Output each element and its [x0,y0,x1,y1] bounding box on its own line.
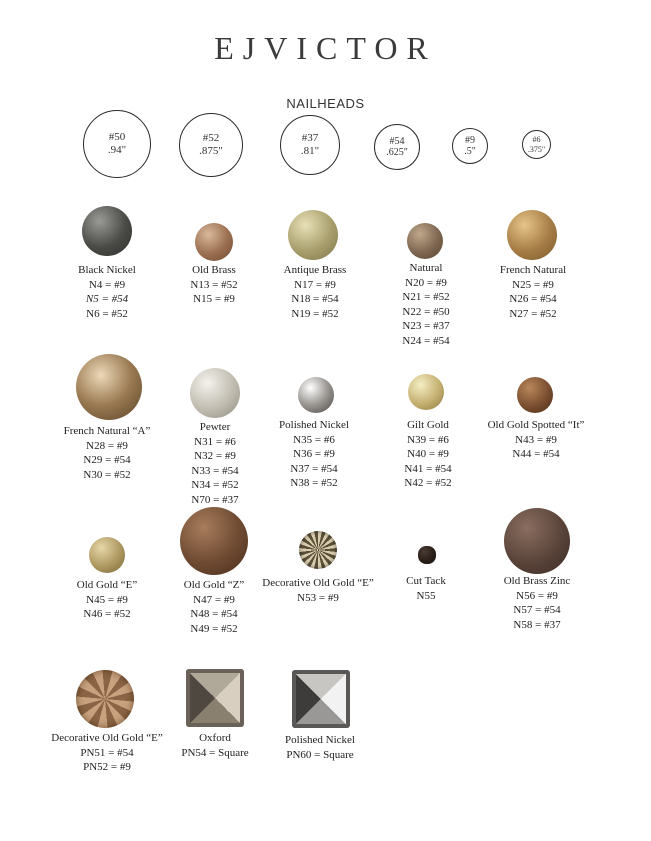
size-number: #37 [301,132,319,145]
finish-code: N55 [416,589,436,602]
polished-nickel-square-nailhead [292,670,350,728]
finish-name: Old Gold “E” [76,579,138,591]
finish-code: N38 = #52 [290,477,338,489]
gilt-gold-nailhead [408,374,444,410]
finish-code: N30 = #52 [83,468,131,481]
finish-name: Gilt Gold [407,419,449,431]
finish-polished-nickel-square [260,733,380,762]
finish-name: Old Brass [192,264,236,276]
finish-code: N48 = #54 [190,608,238,620]
finish-code: N24 = #54 [402,334,450,347]
size-circle-37 [280,115,340,175]
finish-code: N36 = #9 [293,448,335,460]
finish-name: Old Brass Zinc [503,575,571,587]
finish-old-gold-spotted [475,418,597,462]
finish-name: Decorative Old Gold “E” [51,732,163,744]
finish-name: Polished Nickel [285,734,355,746]
finish-code: N32 = #9 [194,450,236,462]
polished-nickel-nailhead [298,377,334,413]
finish-code: N20 = #9 [405,276,447,289]
finish-code: N28 = #9 [86,439,128,452]
finish-cut-tack [366,574,486,603]
old-gold-e-nailhead [89,537,125,573]
french-natural-nailhead [507,210,557,260]
finish-code: N35 = #6 [293,433,335,446]
finish-code: N26 = #54 [509,293,557,305]
black-nickel-nailhead [82,206,132,256]
finish-code: N49 = #52 [190,622,238,635]
cut-tack-nailhead [418,546,436,564]
size-circle-50 [83,110,151,178]
finish-code: PN60 = Square [286,748,354,761]
finish-code: N57 = #54 [513,604,561,616]
finish-code: N44 = #54 [512,448,560,460]
natural-nailhead [407,223,443,259]
size-circle-52 [179,113,243,177]
finish-name: French Natural “A” [63,425,151,437]
finish-name: Polished Nickel [279,419,349,431]
finish-code: N42 = #52 [404,477,452,489]
size-diameter: .875" [199,145,223,157]
finish-code: PN51 = #54 [80,746,134,759]
brand-logo: EJVICTOR [214,30,437,66]
size-diameter: .5" [464,146,476,157]
finish-code: N6 = #52 [86,307,128,320]
finish-code: N37 = #54 [290,462,338,475]
finish-black-nickel [47,263,167,321]
section-title: NAILHEADS [286,96,365,111]
finish-code: N19 = #52 [291,307,339,320]
finish-code: N23 = #37 [402,320,450,332]
finish-code: N33 = #54 [191,464,239,477]
size-circle-54 [374,124,420,170]
finish-code: N22 = #50 [402,305,450,318]
size-number: #6 [532,135,541,145]
finish-code: PN52 = #9 [83,761,131,773]
pewter-nailhead [190,368,240,418]
finish-french-natural-a [47,424,167,482]
finish-polished-nickel [254,418,374,491]
old-gold-z-nailhead [180,507,248,575]
finish-code: N27 = #52 [509,307,557,320]
finish-code: N40 = #9 [407,448,449,460]
finish-code: N56 = #9 [516,589,558,602]
finish-old-brass-zinc [477,574,597,632]
finish-decorative-old-gold-e [258,576,378,605]
finish-name: Natural [409,262,443,274]
finish-name: Cut Tack [406,575,446,587]
finish-code: N5 = #54 [85,293,129,305]
finish-code: N46 = #52 [83,608,131,620]
size-number: #54 [389,135,405,147]
finish-name: Old Gold “Z” [183,579,245,591]
size-diameter: .375" [527,144,546,154]
antique-brass-nailhead [288,210,338,260]
size-diameter: .81" [300,145,320,157]
finish-code: N70 = #37 [191,493,239,506]
finish-code: N31 = #6 [194,435,236,448]
old-brass-zinc-nailhead [504,508,570,574]
size-number: #52 [202,132,220,145]
finish-name: Antique Brass [283,264,347,276]
finish-code: PN54 = Square [181,746,249,759]
size-diameter: .94" [107,144,127,156]
finish-code: N45 = #9 [86,593,128,606]
finish-code: N34 = #52 [191,479,239,491]
finish-code: N29 = #54 [83,454,131,466]
old-brass-nailhead [195,223,233,261]
finish-code: N15 = #9 [193,293,235,305]
finish-gilt-gold [368,418,488,491]
finish-code: N21 = #52 [402,291,450,303]
finish-name: French Natural [499,264,567,276]
finish-name: Pewter [199,421,231,433]
finish-old-gold-e [47,578,167,622]
finish-code: N43 = #9 [515,433,557,446]
finish-old-gold-z [154,578,274,636]
size-circle-9 [452,128,488,164]
size-diameter: .625" [386,147,408,158]
finish-code: N17 = #9 [294,278,336,291]
finish-code: N18 = #54 [291,293,339,305]
finish-code: N13 = #52 [190,278,238,291]
finish-name: Oxford [199,732,231,744]
oxford-square-nailhead [186,669,244,727]
size-circle-6 [522,130,551,159]
finish-code: N41 = #54 [404,462,452,475]
finish-name: Old Gold Spotted “It” [487,419,585,431]
finish-natural [366,261,486,348]
finish-name: Black Nickel [78,264,136,276]
finish-code: N58 = #37 [513,618,561,631]
finish-name: Decorative Old Gold “E” [262,577,374,589]
french-natural-a-nailhead [76,354,142,420]
finish-code: N53 = #9 [297,591,339,604]
finish-french-natural [473,263,593,321]
finish-code: N47 = #9 [193,593,235,606]
decorative-rosette-nailhead [76,670,134,728]
old-gold-spotted-nailhead [517,377,553,413]
finish-oxford [155,731,275,760]
finish-code: N39 = #6 [407,433,449,446]
finish-code: N4 = #9 [88,278,126,291]
finish-decorative-rosette [42,731,172,775]
size-number: #9 [465,134,475,146]
size-number: #50 [108,131,126,144]
finish-antique-brass [255,263,375,321]
finish-code: N25 = #9 [512,278,554,291]
decorative-old-gold-e-nailhead [299,531,337,569]
